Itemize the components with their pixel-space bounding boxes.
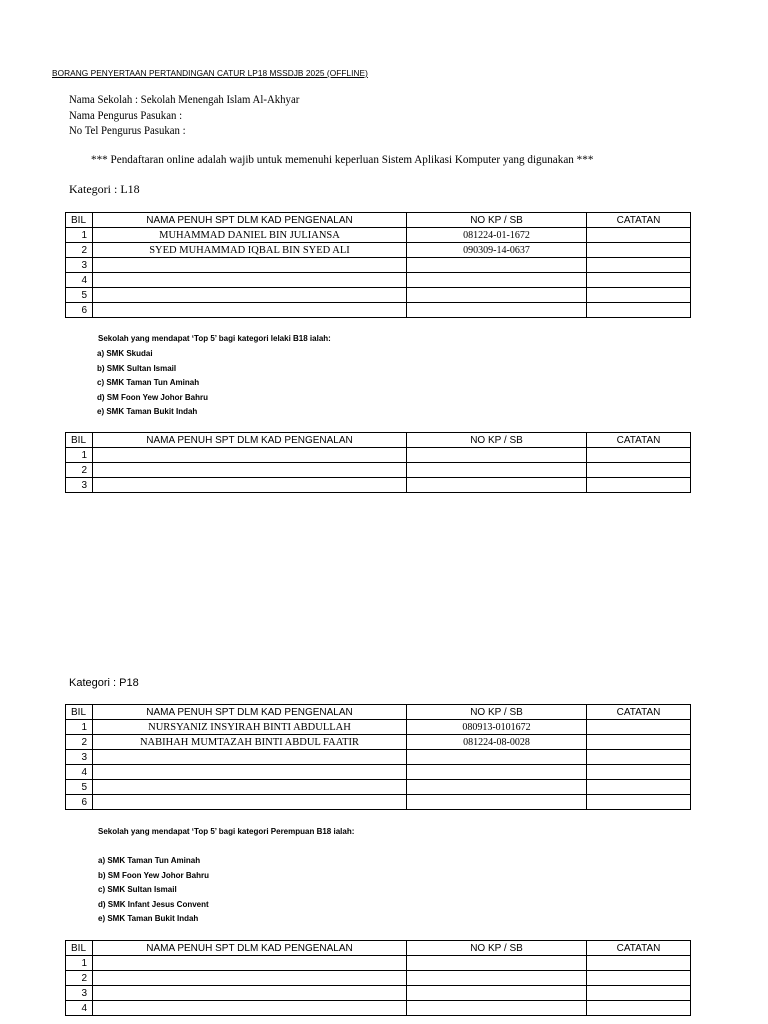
table-row bbox=[66, 243, 691, 258]
participant-catatan bbox=[587, 780, 691, 795]
header-bil: BIL bbox=[66, 705, 93, 720]
participant-catatan bbox=[587, 1001, 691, 1016]
participant-name bbox=[93, 765, 407, 780]
list-item: c) SMK Taman Tun Aminah bbox=[97, 378, 200, 388]
header-name: NAMA PENUH SPT DLM KAD PENGENALAN bbox=[93, 433, 407, 448]
list-item: b) SMK Sultan Ismail bbox=[97, 363, 177, 373]
participant-catatan bbox=[587, 448, 691, 463]
row-number: 4 bbox=[66, 273, 93, 288]
online-registration-note: *** Pendaftaran online adalah wajib untuk memenuhi keperluan Sistem Aplikasi Komputer yang digunakan *** bbox=[91, 152, 594, 166]
participant-name bbox=[93, 273, 407, 288]
kategori-l18-label: Kategori : L18 bbox=[69, 182, 140, 196]
table-row bbox=[66, 971, 691, 986]
participant-ic bbox=[407, 750, 587, 765]
row-number: 5 bbox=[66, 780, 93, 795]
participant-ic bbox=[407, 1001, 587, 1016]
table-row bbox=[66, 288, 691, 303]
row-number: 5 bbox=[66, 288, 93, 303]
row-number: 6 bbox=[66, 795, 93, 810]
girls-top5-list bbox=[98, 856, 209, 929]
girls-top5-heading: Sekolah yang mendapat ‘Top 5’ bagi kategori Perempuan B18 ialah: bbox=[98, 827, 355, 836]
kategori-p18-label: Kategori : P18 bbox=[69, 677, 139, 689]
boys-extra-table bbox=[65, 432, 691, 493]
header-ic: NO KP / SB bbox=[407, 941, 587, 956]
participant-name bbox=[93, 956, 407, 971]
participant-ic bbox=[407, 448, 587, 463]
girls-extra-table bbox=[65, 940, 691, 1016]
participant-name bbox=[93, 478, 407, 493]
table-row bbox=[66, 228, 691, 243]
row-number: 2 bbox=[66, 735, 93, 750]
row-number: 4 bbox=[66, 765, 93, 780]
list-item: d) SM Foon Yew Johor Bahru bbox=[97, 392, 208, 402]
table-row bbox=[66, 303, 691, 318]
row-number: 3 bbox=[66, 478, 93, 493]
header-catatan: CATATAN bbox=[587, 433, 691, 448]
participant-catatan bbox=[587, 986, 691, 1001]
table-row bbox=[66, 463, 691, 478]
participant-ic: 081224-08-0028 bbox=[407, 735, 587, 750]
participant-ic bbox=[407, 288, 587, 303]
participant-name bbox=[93, 971, 407, 986]
team-manager-phone-line: No Tel Pengurus Pasukan : bbox=[69, 123, 186, 137]
table-row bbox=[66, 956, 691, 971]
participant-catatan bbox=[587, 478, 691, 493]
row-number: 2 bbox=[66, 971, 93, 986]
table-row bbox=[66, 273, 691, 288]
row-number: 2 bbox=[66, 243, 93, 258]
participant-catatan bbox=[587, 243, 691, 258]
participant-catatan bbox=[587, 956, 691, 971]
participant-ic bbox=[407, 795, 587, 810]
participant-name bbox=[93, 780, 407, 795]
participant-name bbox=[93, 795, 407, 810]
header-ic: NO KP / SB bbox=[407, 433, 587, 448]
participant-name: MUHAMMAD DANIEL BIN JULIANSA bbox=[93, 228, 407, 243]
row-number: 1 bbox=[66, 956, 93, 971]
row-number: 1 bbox=[66, 228, 93, 243]
list-item: d) SMK Infant Jesus Convent bbox=[98, 899, 209, 909]
participant-name bbox=[93, 986, 407, 1001]
header-catatan: CATATAN bbox=[587, 941, 691, 956]
participant-name bbox=[93, 303, 407, 318]
participant-ic bbox=[407, 986, 587, 1001]
participant-catatan bbox=[587, 795, 691, 810]
participant-name bbox=[93, 463, 407, 478]
participant-catatan bbox=[587, 735, 691, 750]
boys-top5-list bbox=[97, 334, 331, 422]
list-item: c) SMK Sultan Ismail bbox=[98, 885, 177, 895]
table-row bbox=[66, 258, 691, 273]
table-header-row bbox=[66, 941, 691, 956]
table-row bbox=[66, 448, 691, 463]
row-number: 1 bbox=[66, 448, 93, 463]
participant-name bbox=[93, 750, 407, 765]
list-item: e) SMK Taman Bukit Indah bbox=[98, 914, 199, 924]
header-bil: BIL bbox=[66, 213, 93, 228]
girls-top5-heading-block bbox=[98, 827, 354, 842]
table-row bbox=[66, 735, 691, 750]
table-row bbox=[66, 780, 691, 795]
participant-ic bbox=[407, 463, 587, 478]
row-number: 3 bbox=[66, 750, 93, 765]
participant-ic bbox=[407, 273, 587, 288]
girls-entry-table bbox=[65, 704, 691, 810]
table-row bbox=[66, 1001, 691, 1016]
header-ic: NO KP / SB bbox=[407, 705, 587, 720]
header-bil: BIL bbox=[66, 433, 93, 448]
participant-name bbox=[93, 258, 407, 273]
participant-catatan bbox=[587, 228, 691, 243]
boys-entry-table bbox=[65, 212, 691, 318]
participant-name: NABIHAH MUMTAZAH BINTI ABDUL FAATIR bbox=[93, 735, 407, 750]
row-number: 1 bbox=[66, 720, 93, 735]
table-header-row bbox=[66, 433, 691, 448]
participant-ic: 081224-01-1672 bbox=[407, 228, 587, 243]
header-name: NAMA PENUH SPT DLM KAD PENGENALAN bbox=[93, 705, 407, 720]
participant-name: SYED MUHAMMAD IQBAL BIN SYED ALI bbox=[93, 243, 407, 258]
table-row bbox=[66, 795, 691, 810]
school-name-line: Nama Sekolah : Sekolah Menengah Islam Al-Akhyar bbox=[69, 92, 300, 106]
row-number: 2 bbox=[66, 463, 93, 478]
header-ic: NO KP / SB bbox=[407, 213, 587, 228]
participant-catatan bbox=[587, 303, 691, 318]
list-item: a) SMK Skudai bbox=[97, 349, 153, 358]
participant-catatan bbox=[587, 273, 691, 288]
boys-top5-heading: Sekolah yang mendapat ‘Top 5’ bagi kategori lelaki B18 ialah: bbox=[98, 334, 331, 343]
participant-ic bbox=[407, 780, 587, 795]
header-name: NAMA PENUH SPT DLM KAD PENGENALAN bbox=[93, 213, 407, 228]
participant-ic bbox=[407, 956, 587, 971]
participant-catatan bbox=[587, 971, 691, 986]
table-row bbox=[66, 750, 691, 765]
header-catatan: CATATAN bbox=[587, 213, 691, 228]
participant-ic bbox=[407, 258, 587, 273]
form-title: BORANG PENYERTAAN PERTANDINGAN CATUR LP18 MSSDJB 2025 (OFFLINE) bbox=[52, 68, 368, 78]
table-row bbox=[66, 986, 691, 1001]
row-number: 3 bbox=[66, 986, 93, 1001]
participant-catatan bbox=[587, 463, 691, 478]
participant-name bbox=[93, 1001, 407, 1016]
participant-catatan bbox=[587, 765, 691, 780]
participant-catatan bbox=[587, 720, 691, 735]
participant-ic: 080913-0101672 bbox=[407, 720, 587, 735]
row-number: 6 bbox=[66, 303, 93, 318]
table-row bbox=[66, 720, 691, 735]
table-header-row bbox=[66, 213, 691, 228]
header-name: NAMA PENUH SPT DLM KAD PENGENALAN bbox=[93, 941, 407, 956]
participant-name: NURSYANIZ INSYIRAH BINTI ABDULLAH bbox=[93, 720, 407, 735]
team-manager-name-line: Nama Pengurus Pasukan : bbox=[69, 108, 183, 122]
list-item: b) SM Foon Yew Johor Bahru bbox=[98, 870, 209, 880]
list-item: a) SMK Taman Tun Aminah bbox=[98, 856, 201, 865]
participant-ic bbox=[407, 303, 587, 318]
participant-ic bbox=[407, 971, 587, 986]
participant-ic bbox=[407, 765, 587, 780]
table-row bbox=[66, 765, 691, 780]
row-number: 3 bbox=[66, 258, 93, 273]
header-bil: BIL bbox=[66, 941, 93, 956]
participant-name bbox=[93, 448, 407, 463]
table-header-row bbox=[66, 705, 691, 720]
participant-name bbox=[93, 288, 407, 303]
participant-ic: 090309-14-0637 bbox=[407, 243, 587, 258]
participant-catatan bbox=[587, 750, 691, 765]
participant-ic bbox=[407, 478, 587, 493]
row-number: 4 bbox=[66, 1001, 93, 1016]
participant-catatan bbox=[587, 258, 691, 273]
table-row bbox=[66, 478, 691, 493]
list-item: e) SMK Taman Bukit Indah bbox=[97, 407, 198, 417]
header-catatan: CATATAN bbox=[587, 705, 691, 720]
participant-catatan bbox=[587, 288, 691, 303]
